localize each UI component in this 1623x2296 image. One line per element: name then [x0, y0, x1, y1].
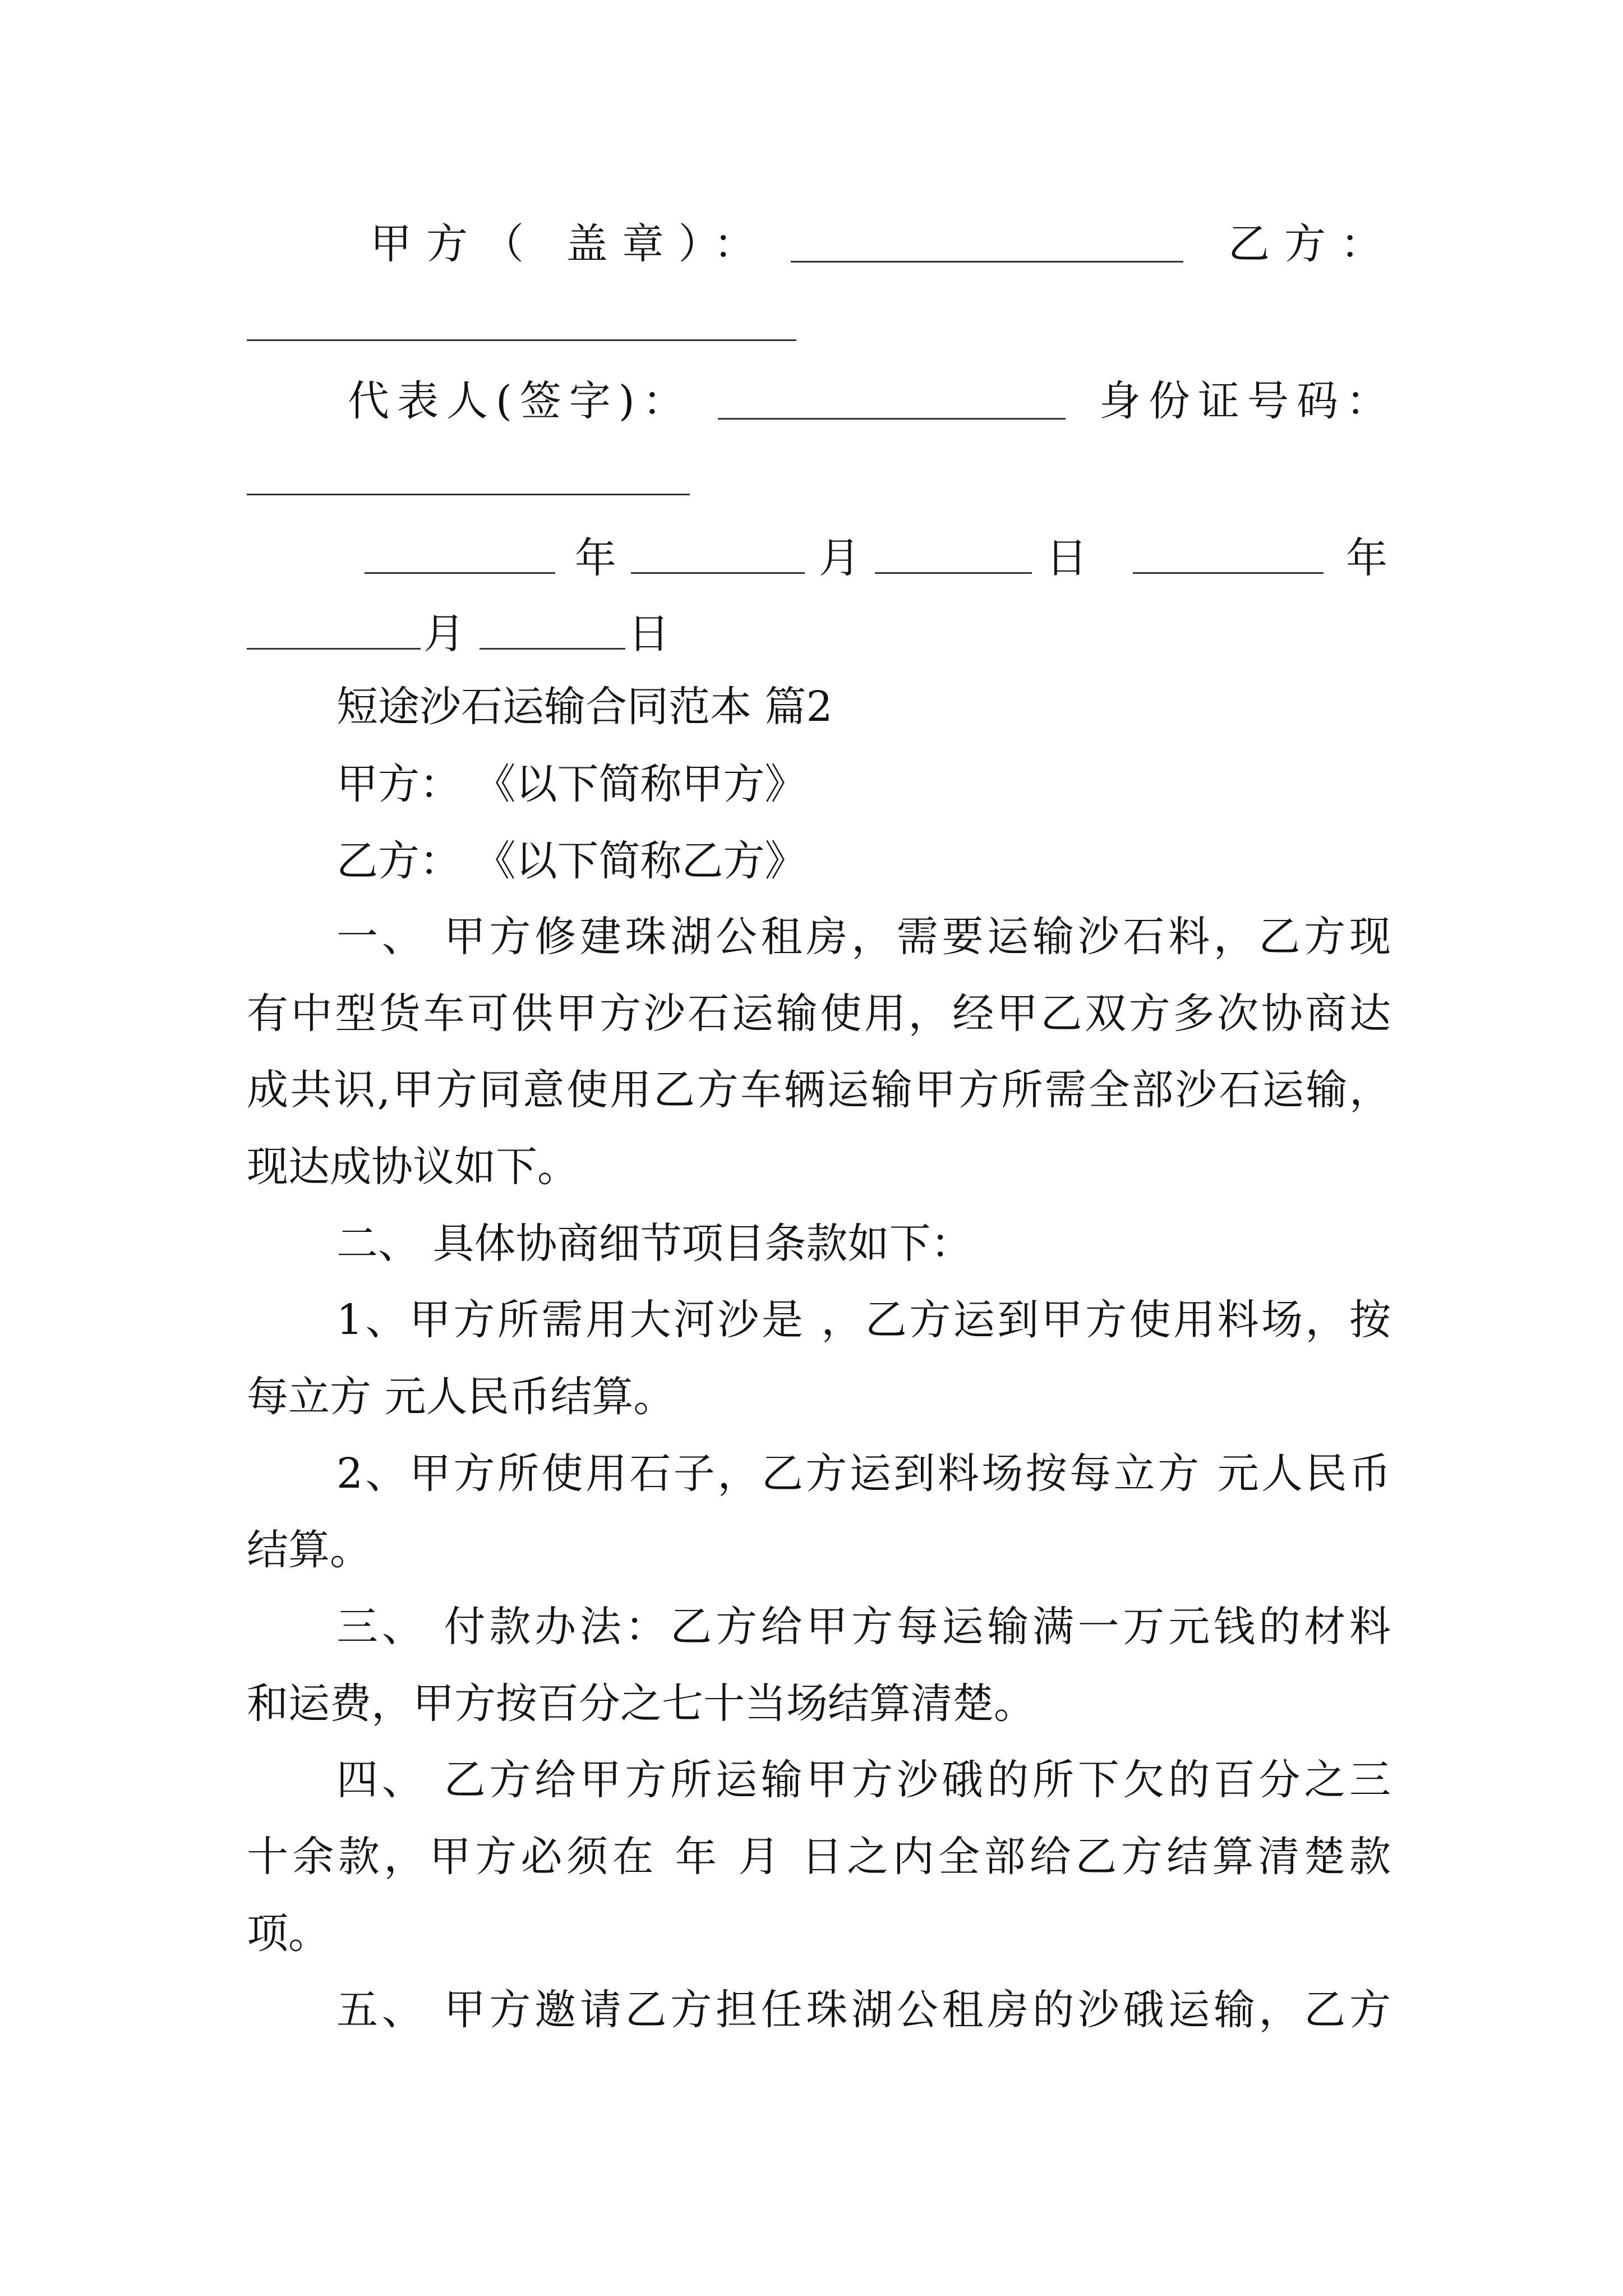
clause-3-line-1: 三、 付款办法：乙方给甲方每运输满一万元钱的材料 [336, 1603, 1391, 1651]
party-b-label: 乙方： [1228, 220, 1396, 268]
date-a-month-blank [631, 572, 805, 574]
date-b-year: 年 [1346, 534, 1387, 582]
date-a-month: 月 [819, 534, 860, 582]
clause-2-item-1-line-1: 1、甲方所需用大河沙是 ，乙方运到甲方使用料场，按 [336, 1296, 1391, 1344]
clause-1-line-2: 有中型货车可供甲方沙石运输使用，经甲乙双方多次协商达 [247, 990, 1391, 1038]
date-a-day-blank [875, 572, 1032, 574]
clause-1-line-3: 成共识,甲方同意使用乙方车辆运输甲方所需全部沙石运输， [247, 1066, 1391, 1114]
section-title: 短途沙石运输合同范本 篇2 [336, 683, 833, 731]
date-b-month: 月 [423, 610, 465, 658]
clause-2-item-2-line-2: 结算。 [247, 1526, 371, 1574]
date-b-day-blank [479, 648, 625, 650]
date-b-day: 日 [628, 610, 670, 658]
party-a-seal-blank [791, 261, 1183, 263]
id-number-blank [247, 494, 690, 495]
clause-4-line-1: 四、 乙方给甲方所运输甲方沙硪的所下欠的百分之三 [336, 1756, 1391, 1804]
clause-2-item-1-line-2: 每立方 元人民币结算。 [247, 1373, 675, 1421]
clause-2-heading: 二、 具体协商细节项目条款如下： [336, 1220, 972, 1268]
party-b-blank [247, 339, 796, 341]
representative-blank [718, 418, 1066, 420]
clause-4-line-2: 十余款，甲方必须在 年 月 日之内全部给乙方结算清楚款 [247, 1833, 1391, 1881]
clause-4-line-3: 项。 [247, 1910, 330, 1958]
date-b-month-blank [247, 648, 421, 650]
date-a-year-blank [365, 572, 555, 574]
representative-label: 代表人(签字)： [348, 377, 692, 425]
clause-3-line-2: 和运费，甲方按百分之七十当场结算清楚。 [247, 1680, 1035, 1728]
date-a-year: 年 [575, 534, 616, 582]
clause-1-line-4: 现达成协议如下。 [247, 1143, 579, 1191]
date-a-day: 日 [1046, 534, 1087, 582]
party-b-line: 乙方： 《以下简称乙方》 [336, 837, 806, 885]
party-a-line: 甲方： 《以下简称甲方》 [336, 760, 806, 808]
clause-2-item-2-line-1: 2、甲方所使用石子，乙方运到料场按每立方 元人民币 [336, 1450, 1391, 1498]
clause-5-line-1: 五、 甲方邀请乙方担任珠湖公租房的沙硪运输，乙方 [336, 1986, 1391, 2034]
date-b-year-blank [1133, 572, 1324, 574]
id-number-label: 身份证号码： [1099, 377, 1395, 425]
clause-1-line-1: 一、 甲方修建珠湖公租房，需要运输沙石料，乙方现 [336, 913, 1391, 961]
party-a-seal-label: 甲方（ 盖章）： [370, 220, 770, 268]
